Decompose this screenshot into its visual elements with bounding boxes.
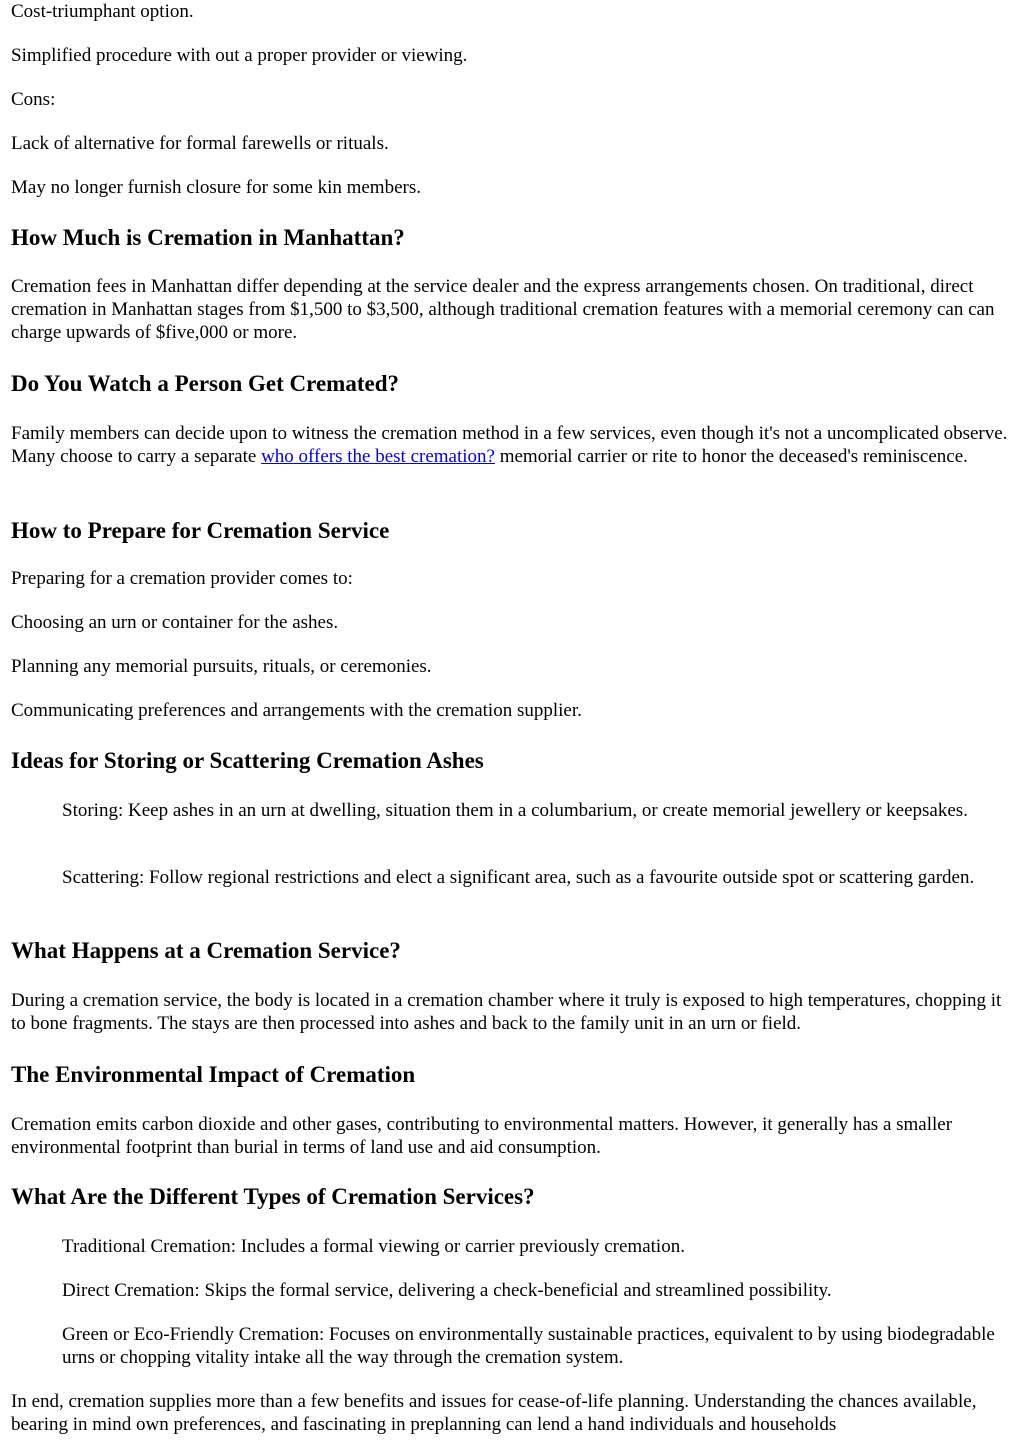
best-cremation-link[interactable]: who offers the best cremation? bbox=[261, 446, 495, 467]
ideas-storing: Storing: Keep ashes in an urn at dwelling, situation them in a columbarium, or create memorial jewellery or keepsakes. bbox=[62, 800, 968, 821]
prepare-item: Communicating preferences and arrangements with the cremation supplier. bbox=[11, 700, 582, 721]
section-heading-happens: What Happens at a Cremation Service? bbox=[11, 938, 401, 963]
conclusion-paragraph: In end, cremation supplies more than a few benefits and issues for cease-of-life planning. Understanding the chances available, bearing in mind own preferences, and fascinating in preplanning can lend a hand individuals and households bbox=[11, 1391, 977, 1435]
pros-item: Cost-triumphant option. bbox=[11, 1, 194, 22]
types-direct: Direct Cremation: Skips the formal service, delivering a check-beneficial and streamlined possibility. bbox=[62, 1280, 832, 1301]
watch-text-before: Family members can decide upon to witness the cremation method in a few services, even though it's not a uncomplicated observe. Many choose to carry a separate bbox=[11, 423, 1008, 467]
cons-item: Lack of alternative for formal farewells or rituals. bbox=[11, 133, 389, 154]
cons-label: Cons: bbox=[11, 89, 56, 110]
happens-paragraph: During a cremation service, the body is located in a cremation chamber where it truly is exposed to high temperatures, chopping it to bone fragments. The stays are then processed into ashes and back to the family unit in an urn or field. bbox=[11, 990, 1002, 1034]
section-heading-types: What Are the Different Types of Cremation Services? bbox=[11, 1184, 535, 1209]
prepare-intro: Preparing for a cremation provider comes to: bbox=[11, 568, 353, 589]
prepare-item: Planning any memorial pursuits, rituals, or ceremonies. bbox=[11, 656, 432, 677]
section-heading-cost: How Much is Cremation in Manhattan? bbox=[11, 225, 405, 250]
watch-text-after: memorial carrier or rite to honor the deceased's reminiscence. bbox=[494, 446, 968, 467]
types-traditional: Traditional Cremation: Includes a formal viewing or carrier previously cremation. bbox=[62, 1236, 685, 1257]
cost-paragraph: Cremation fees in Manhattan differ depending at the service dealer and the express arrangements chosen. On traditional, direct cremation in Manhattan stages from $1,500 to $3,500, although traditional cremation features with a memorial ceremony can can charge upwards of $five,000 or more. bbox=[11, 276, 995, 343]
section-heading-ideas: Ideas for Storing or Scattering Cremation Ashes bbox=[11, 748, 484, 773]
cons-item: May no longer furnish closure for some kin members. bbox=[11, 177, 421, 198]
prepare-item: Choosing an urn or container for the ashes. bbox=[11, 612, 339, 633]
watch-paragraph bbox=[11, 422, 1013, 468]
types-green: Green or Eco-Friendly Cremation: Focuses on environmentally sustainable practices, equivalent to by using biodegradable urns or chopping vitality intake all the way through the cremation system. bbox=[62, 1324, 995, 1368]
environment-paragraph: Cremation emits carbon dioxide and other gases, contributing to environmental matters. However, it generally has a smaller environmental footprint than burial in terms of land use and aid consumption. bbox=[11, 1114, 953, 1158]
ideas-scattering: Scattering: Follow regional restrictions and elect a significant area, such as a favourite outside spot or scattering garden. bbox=[62, 867, 975, 888]
section-heading-watch: Do You Watch a Person Get Cremated? bbox=[11, 371, 399, 396]
section-heading-environment: The Environmental Impact of Cremation bbox=[11, 1062, 416, 1087]
pros-item: Simplified procedure with out a proper provider or viewing. bbox=[11, 45, 468, 66]
section-heading-prepare: How to Prepare for Cremation Service bbox=[11, 518, 390, 543]
